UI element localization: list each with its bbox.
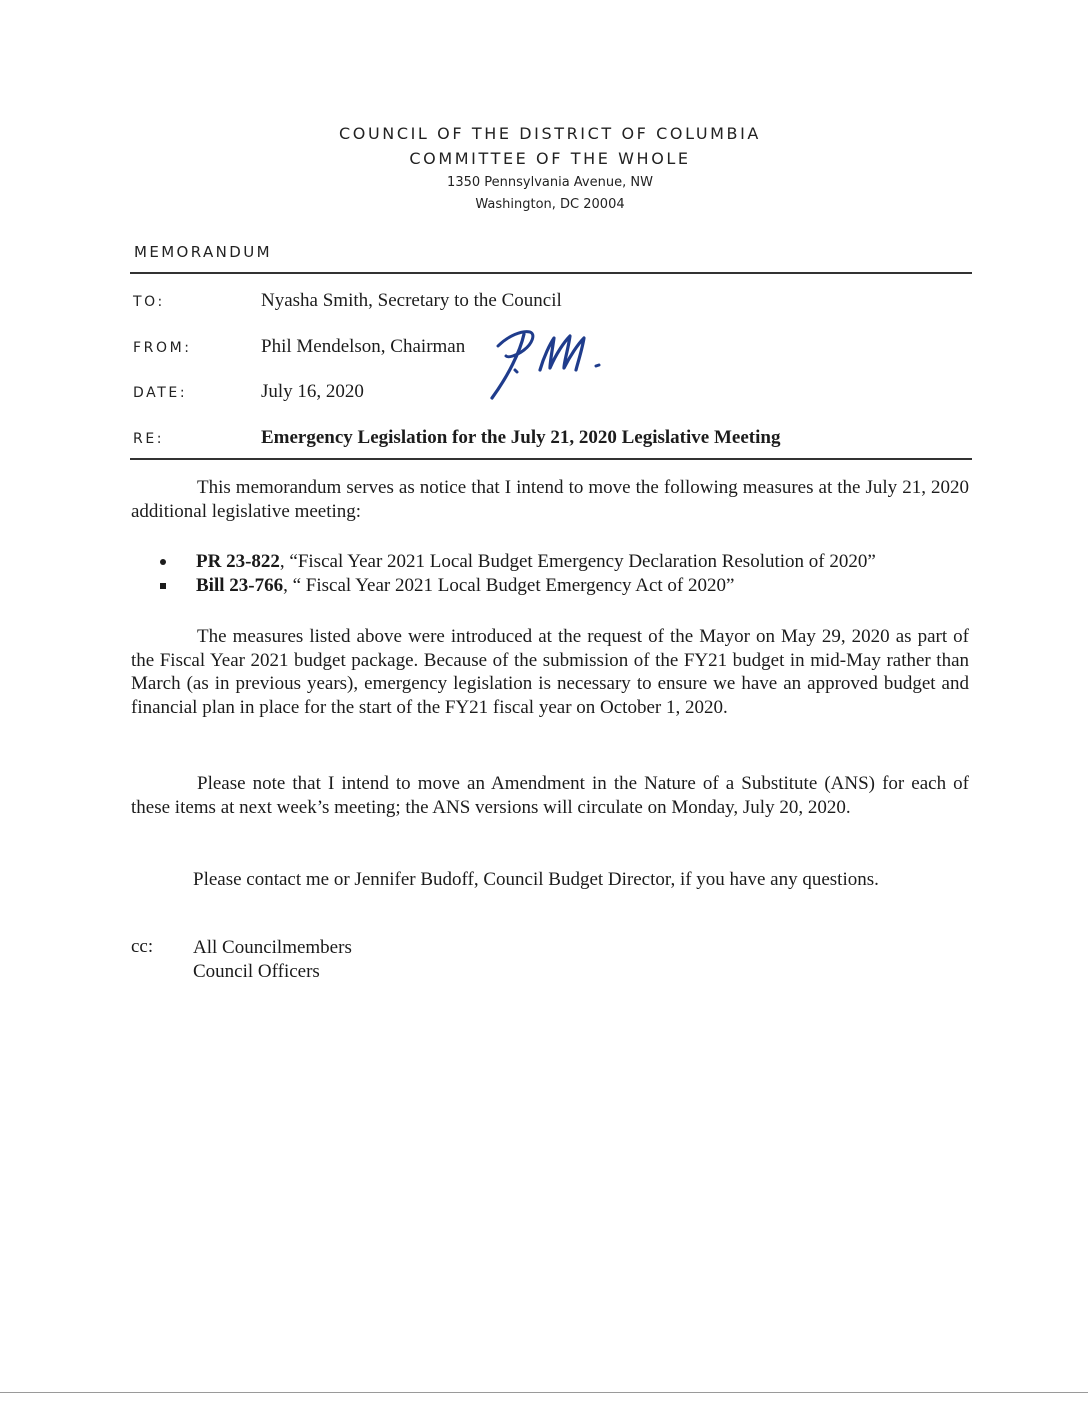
letterhead-address-line1: 1350 Pennsylvania Avenue, NW (447, 175, 653, 190)
measure-title: , “Fiscal Year 2021 Local Budget Emergency Declaration Resolution of 2020” (279, 551, 876, 572)
date-value: July 16, 2020 (261, 381, 364, 402)
intro-paragraph-text: This memorandum serves as notice that I intend to move the following measures at the July 21, 2020 additional legislative meeting: (131, 477, 969, 522)
bullet-icon (160, 583, 166, 589)
header-divider (130, 272, 972, 274)
letterhead-committee: COMMITTEE OF THE WHOLE (409, 149, 691, 168)
from-value: Phil Mendelson, Chairman (261, 336, 466, 357)
intro-paragraph (131, 476, 969, 523)
to-label: TO: (133, 294, 165, 310)
from-label: FROM: (133, 340, 192, 356)
date-label: DATE: (133, 385, 188, 401)
cc-recipient: Council Officers (193, 961, 320, 982)
amendment-paragraph (131, 772, 969, 819)
measures-list (160, 550, 980, 598)
signature-image (478, 318, 618, 404)
scan-edge-line (0, 1392, 1088, 1393)
cc-label: cc: (131, 936, 154, 957)
letterhead-address-line2: Washington, DC 20004 (475, 197, 625, 212)
contact-paragraph: Please contact me or Jennifer Budoff, Council Budget Director, if you have any questions. (193, 869, 879, 890)
measure-id: Bill 23-766 (196, 575, 284, 596)
subject-divider (130, 458, 972, 460)
to-value: Nyasha Smith, Secretary to the Council (261, 290, 562, 311)
list-item (160, 550, 980, 574)
cc-list (193, 936, 352, 984)
background-paragraph (131, 625, 969, 719)
re-label: RE: (133, 431, 165, 447)
letterhead-org: COUNCIL OF THE DISTRICT OF COLUMBIA (339, 124, 761, 143)
background-paragraph-text: The measures listed above were introduced at the request of the Mayor on May 29, 2020 as part of the Fiscal Year 2021 budget package. Because of the submission of the FY21 budget in mid-May rather than March (as in previous years), emergency legislation is necessary to ensure we have an approved budget and financial plan in place for the start of the FY21 fiscal year on October 1, 2020. (131, 626, 969, 718)
measure-title: , “ Fiscal Year 2021 Local Budget Emergency Act of 2020” (283, 575, 735, 596)
list-item (160, 574, 980, 598)
bullet-icon (160, 559, 166, 565)
measure-id: PR 23-822 (196, 551, 280, 572)
re-value: Emergency Legislation for the July 21, 2020 Legislative Meeting (261, 427, 781, 448)
amendment-paragraph-text: Please note that I intend to move an Amendment in the Nature of a Substitute (ANS) for each of these items at next week’s meeting; the ANS versions will circulate on Monday, July 20, 2020. (131, 773, 969, 818)
cc-recipient: All Councilmembers (193, 937, 352, 958)
memo-label: MEMORANDUM (134, 243, 272, 261)
